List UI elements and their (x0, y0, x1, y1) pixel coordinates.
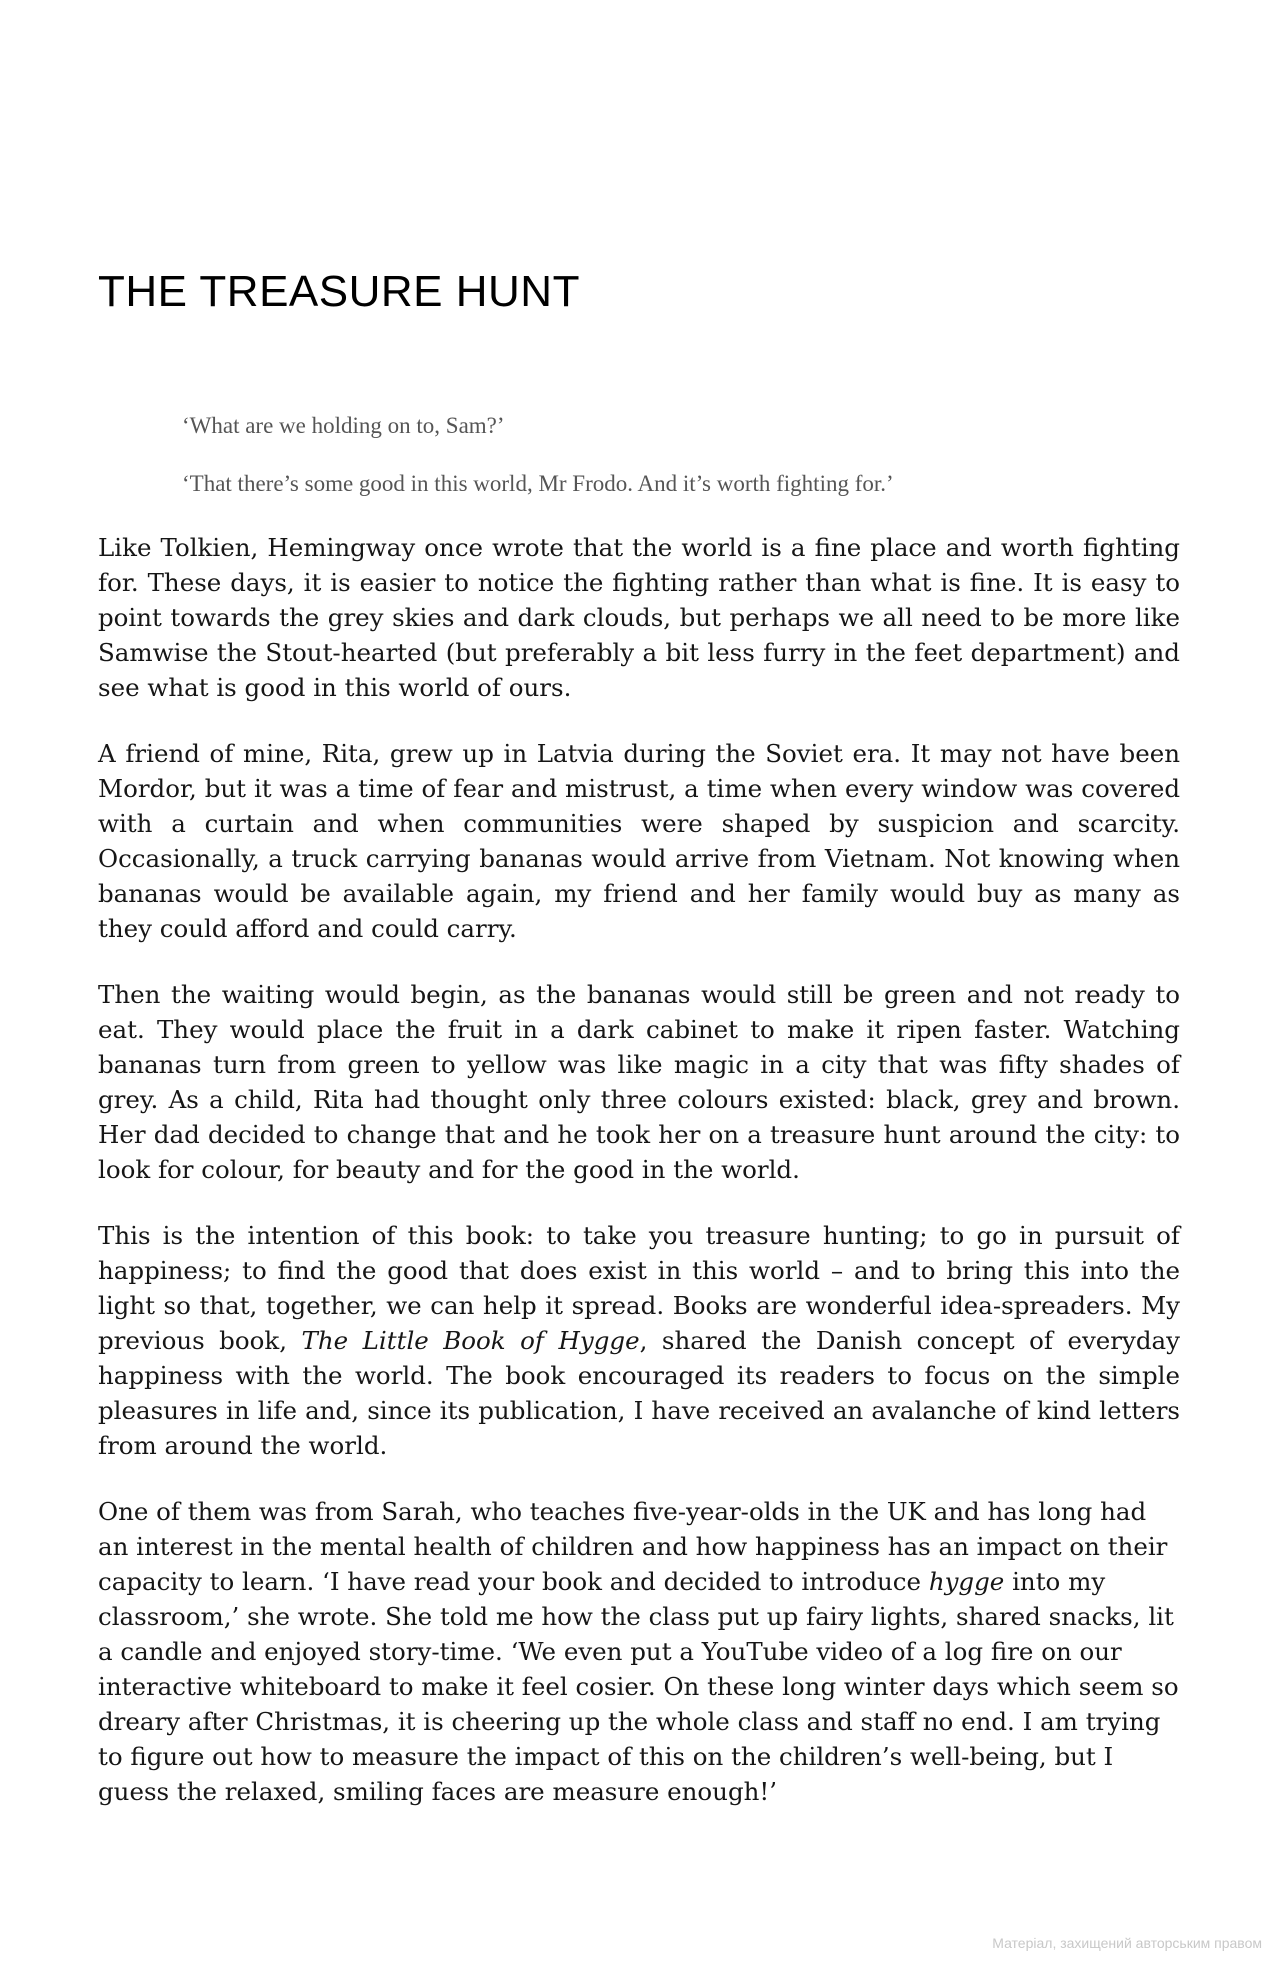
paragraph-sarah-letter-part-1: One of them was from Sarah, who teaches five-year-olds in the UK and has long had an interest in the mental health of children and how happiness has an impact on their capacity to learn. ‘I have read your book and decided to introduce (98, 1497, 1168, 1596)
paragraph-tolkien: Like Tolkien, Hemingway once wrote that the world is a fine place and worth fighting for. These days, it is easier to notice the fighting rather than what is fine. It is easy to point towards the grey skies and dark clouds, but perhaps we all need to be more like Samwise the Stout-hearted (but preferably a bit less furry in the feet department) and see what is good in this world of ours. (98, 533, 1180, 702)
paragraph-rita-latvia: A friend of mine, Rita, grew up in Latvia during the Soviet era. It may not have been Mordor, but it was a time of fear and mistrust, a time when every window was covered with a curtain and when communities were shaped by suspicion and scarcity. Occasionally, a truck carrying bananas would arrive from Vietnam. Not knowing when bananas would be available again, my friend and her family would buy as many as they could afford and could carry. (98, 739, 1180, 943)
copyright-watermark: Матеріал, захищений авторським правом (992, 1935, 1262, 1951)
paragraph-sarah-letter-part-2: into my classroom,’ she wrote. She told me how the class put up fairy lights, shared snacks, lit a candle and enjoyed story-time. ‘We even put a YouTube video of a log fire on our interactive whiteboard to make it feel cosier. On these long winter days which seem so dreary after Christmas, it is cheering up the whole class and staff no end. I am trying to figure out how to measure the impact of this on the children’s well-being, but I guess the relaxed, smiling faces are measure enough!’ (98, 1567, 1179, 1806)
paragraph-bananas: Then the waiting would begin, as the bananas would still be green and not ready to eat. They would place the fruit in a dark cabinet to make it ripen faster. Watching bananas turn from green to yellow was like magic in a city that was fifty shades of grey. As a child, Rita had thought only three colours existed: black, grey and brown. Her dad decided to change that and he took her on a treasure hunt around the city: to look for colour, for beauty and for the good in the world. (98, 980, 1180, 1184)
paragraph-book-intention-part-1: This is the intention of this book: to take you treasure hunting; to go in pursuit of happiness; to find the good that does exist in this world – and to bring this into the light so that, together, we can help it spread. Books are wonderful idea-spreaders. My previous book, (98, 1221, 1180, 1355)
paragraph-sarah-letter (98, 1494, 1180, 1809)
epigraph-line-question: ‘What are we holding on to, Sam?’ (182, 413, 505, 438)
epigraph (182, 412, 1142, 527)
paragraph-book-intention (98, 1218, 1180, 1463)
paragraph-book-intention-part-2: , shared the Danish concept of everyday happiness with the world. The book encouraged its readers to focus on the simple pleasures in life and, since its publication, I have received an avalanche of kind letters from around the world. (98, 1326, 1180, 1460)
word-hygge: hygge (928, 1567, 1005, 1596)
epigraph-line-answer: ‘That there’s some good in this world, Mr Frodo. And it’s worth fighting for.’ (182, 470, 894, 496)
chapter-body (98, 530, 1180, 1840)
book-title-hygge: The Little Book of Hygge (301, 1326, 640, 1355)
chapter-title: THE TREASURE HUNT (98, 267, 580, 316)
